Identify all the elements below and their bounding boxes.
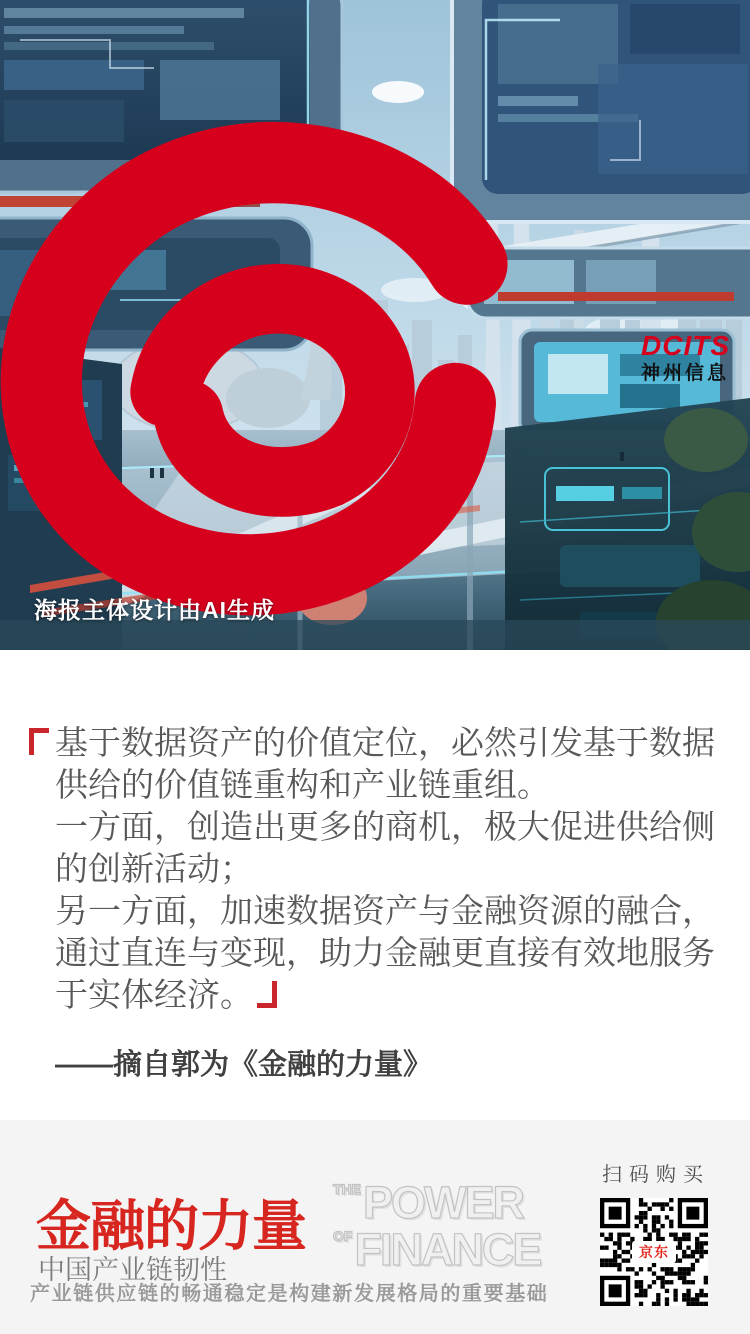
qr-block xyxy=(600,1158,710,1306)
title-en-power: POWER xyxy=(363,1177,524,1228)
quote-body xyxy=(55,722,715,1086)
title-en-finance: FINANCE xyxy=(354,1224,541,1275)
logo-brand-text: DCITS xyxy=(641,329,730,361)
quote-line-text: 于实体经济。 xyxy=(55,976,253,1013)
footer-tagline: 产业链供应链的畅通稳定是构建新发展格局的重要基础 xyxy=(30,1283,549,1305)
hero-city-illustration xyxy=(0,0,750,650)
qr-label: 扫码购买 xyxy=(602,1164,710,1186)
quote-line: 供给的价值链重构和产业链重组。 xyxy=(55,766,550,803)
quote-close-mark xyxy=(257,981,277,1008)
qr-center-logo: 京东 xyxy=(632,1241,676,1263)
dcits-swirl-icon xyxy=(0,32,633,650)
dcits-logo xyxy=(0,32,730,650)
footer-subtitle-cn: 中国产业链韧性 xyxy=(38,1255,227,1285)
quote-line: 另一方面，加速数据资产与金融资源的融合， xyxy=(55,892,715,929)
footer-title-en xyxy=(333,1177,541,1275)
quote-line: 通过直连与变现，助力金融更直接有效地服务 xyxy=(55,934,715,971)
quote-attribution: ——摘自郭为《金融的力量》 xyxy=(55,1049,433,1081)
footer-title-cn: 金融的力量 xyxy=(36,1195,307,1257)
quote-line xyxy=(55,974,715,1016)
ai-generated-caption: 海报主体设计由AI生成 xyxy=(34,597,275,623)
quote-open-mark xyxy=(29,728,49,755)
logo-brand-cn-text: 神州信息 xyxy=(641,362,730,384)
quote-line: 的创新活动； xyxy=(55,850,253,887)
quote-line: 一方面，创造出更多的商机，极大促进供给侧 xyxy=(55,808,715,845)
title-en-the: THE xyxy=(333,1181,361,1197)
qr-code xyxy=(600,1198,708,1306)
footer-section xyxy=(0,1120,750,1334)
title-en-of: OF xyxy=(333,1228,353,1244)
quote-line: 基于数据资产的价值定位，必然引发基于数据 xyxy=(55,724,715,761)
quote-section xyxy=(0,650,750,1120)
